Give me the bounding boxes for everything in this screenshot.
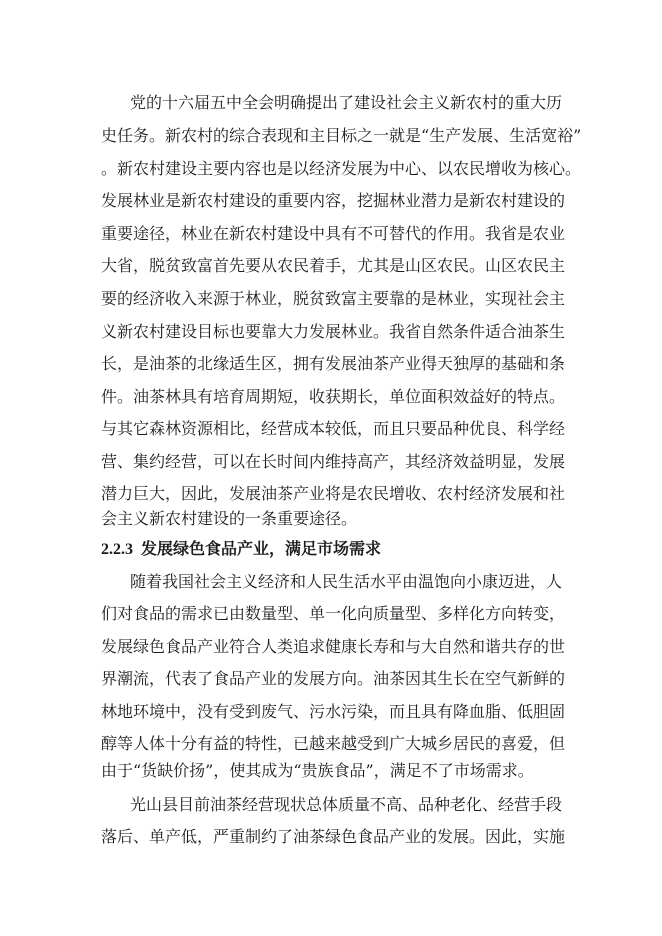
text-line: 党的十六届五中全会明确提出了建设社会主义新农村的重大历 bbox=[130, 93, 563, 112]
text-line: 们对食品的需求已由数量型、单一化向质量型、多样化方向转变， bbox=[101, 604, 566, 623]
text-line: 要的经济收入来源于林业，脱贫致富主要靠的是林业，实现社会主 bbox=[101, 289, 566, 308]
text-line: 潜力巨大，因此，发展油茶产业将是农民增收、农村经济发展和社 bbox=[101, 484, 566, 503]
text-line: 醇等人体十分有益的特性，已越来越受到广大城乡居民的喜爱，但 bbox=[101, 734, 566, 753]
text-line: 光山县目前油茶经营现状总体质量不高、品种老化、经营手段 bbox=[130, 795, 563, 814]
section-heading bbox=[101, 538, 561, 560]
text-line: 长，是油茶的北缘适生区，拥有发展油茶产业得天独厚的基础和条 bbox=[101, 354, 566, 373]
section-number: 2.2.3 bbox=[101, 541, 133, 558]
text-line: 营、集约经营，可以在长时间内维持高产，其经济效益明显，发展 bbox=[101, 452, 566, 471]
text-line: 发展林业是新农村建设的重要内容，挖掘林业潜力是新农村建设的 bbox=[101, 191, 566, 210]
text-line: 由于“货缺价扬”，使其成为“贵族食品”，满足不了市场需求。 bbox=[101, 761, 534, 780]
text-line: 大省，脱贫致富首先要从农民着手，尤其是山区农民。山区农民主 bbox=[101, 256, 566, 275]
text-line: 落后、单产低，严重制约了油茶绿色食品产业的发展。因此，实施 bbox=[101, 827, 566, 846]
section-title: 发展绿色食品产业，满足市场需求 bbox=[141, 539, 382, 558]
text-line: 发展绿色食品产业符合人类追求健康长寿和与大自然和谐共存的世 bbox=[101, 637, 566, 656]
text-line: 义新农村建设目标也要靠大力发展林业。我省自然条件适合油茶生 bbox=[101, 322, 566, 341]
text-line: 随着我国社会主义经济和人民生活水平由温饱向小康迈进，人 bbox=[130, 572, 563, 591]
text-line: 史任务。新农村的综合表现和主目标之一就是“生产发展、生活宽裕” bbox=[101, 126, 582, 145]
text-line: 会主义新农村建设的一条重要途径。 bbox=[101, 509, 358, 528]
text-line: 林地环境中，没有受到废气、污水污染，而且具有降血脂、低胆固 bbox=[101, 702, 566, 721]
text-line: 重要途径，林业在新农村建设中具有不可替代的作用。我省是农业 bbox=[101, 224, 566, 243]
text-line: 件。油茶林具有培育周期短，收获期长，单位面积效益好的特点。 bbox=[101, 387, 566, 406]
text-line: 与其它森林资源相比，经营成本较低，而且只要品种优良、科学经 bbox=[101, 419, 566, 438]
text-line: 界潮流，代表了食品产业的发展方向。油茶因其生长在空气新鲜的 bbox=[101, 669, 566, 688]
text-line: 。新农村建设主要内容也是以经济发展为中心、以农民增收为核心。 bbox=[101, 159, 582, 178]
